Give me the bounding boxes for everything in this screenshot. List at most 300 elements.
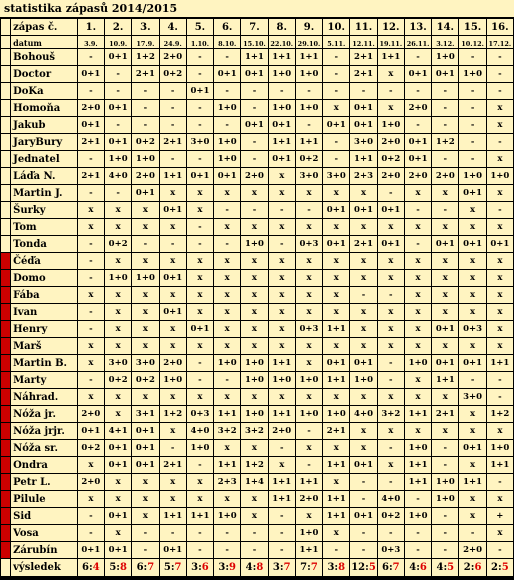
stat-cell: - <box>77 270 104 287</box>
stat-cell: - <box>459 525 486 542</box>
stat-cell: 1+0 <box>268 100 295 117</box>
stat-cell: x <box>186 304 213 321</box>
stat-cell: x <box>323 219 350 236</box>
stat-cell: 2+1 <box>432 406 459 423</box>
stat-cell: 4+0 <box>105 168 132 185</box>
stat-cell: - <box>432 508 459 525</box>
stat-cell: x <box>241 253 268 270</box>
stat-cell: x <box>241 270 268 287</box>
stat-cell: x <box>295 355 322 372</box>
stat-cell: 1+0 <box>268 66 295 83</box>
stat-cell: - <box>404 542 431 559</box>
result-score-home: 5 <box>163 562 171 573</box>
match-number-5: 5. <box>186 19 213 36</box>
player-name: Jednatel <box>11 151 78 168</box>
stat-cell: 1+1 <box>486 355 513 372</box>
player-row <box>1 321 514 338</box>
player-strip <box>1 338 11 355</box>
stat-cell: x <box>295 338 322 355</box>
stat-cell: - <box>241 151 268 168</box>
stat-cell: x <box>268 457 295 474</box>
player-row <box>1 151 514 168</box>
result-cell <box>323 559 350 577</box>
stat-cell: - <box>404 491 431 508</box>
stat-cell: x <box>105 304 132 321</box>
stat-cell: 0+1 <box>432 355 459 372</box>
player-row <box>1 440 514 457</box>
stat-cell: 1+0 <box>214 100 241 117</box>
stat-cell: 2+0 <box>295 491 322 508</box>
stat-cell: x <box>268 389 295 406</box>
stat-cell: x <box>432 389 459 406</box>
stat-cell: - <box>132 236 159 253</box>
stat-cell: x <box>186 253 213 270</box>
stat-cell: - <box>377 440 404 457</box>
player-row <box>1 304 514 321</box>
stat-cell: x <box>268 168 295 185</box>
player-row <box>1 491 514 508</box>
stat-cell: x <box>459 508 486 525</box>
stat-cell: - <box>186 355 213 372</box>
stat-cell: - <box>377 355 404 372</box>
stat-cell: x <box>241 508 268 525</box>
result-cell <box>377 559 404 577</box>
player-row <box>1 83 514 100</box>
stat-cell: 0+2 <box>377 508 404 525</box>
stat-cell: x <box>350 253 377 270</box>
stat-cell: - <box>432 440 459 457</box>
player-row <box>1 508 514 525</box>
stat-cell: 1+0 <box>459 66 486 83</box>
match-date-5: 1.10. <box>186 36 213 49</box>
result-score-away: 9 <box>229 562 237 573</box>
result-score-home: 3 <box>191 562 199 573</box>
stat-cell: - <box>186 117 213 134</box>
stat-cell: - <box>295 202 322 219</box>
stat-cell: x <box>241 338 268 355</box>
stats-table-body <box>1 19 514 577</box>
stat-cell: x <box>77 287 104 304</box>
player-name: Petr L. <box>11 474 78 491</box>
date-strip <box>1 36 11 49</box>
stat-cell: x <box>159 338 186 355</box>
stat-cell: - <box>350 474 377 491</box>
result-score-home: 4 <box>409 562 417 573</box>
stat-cell: - <box>377 83 404 100</box>
stat-cell: - <box>186 457 213 474</box>
result-score-away: 6 <box>474 562 482 573</box>
stat-cell: x <box>132 287 159 304</box>
stat-cell: x <box>132 389 159 406</box>
stat-cell: 0+1 <box>159 542 186 559</box>
result-separator: : <box>279 562 284 573</box>
stat-cell: x <box>105 491 132 508</box>
match-number-3: 3. <box>132 19 159 36</box>
result-score-home: 4 <box>436 562 444 573</box>
stat-cell: 0+1 <box>132 440 159 457</box>
stat-cell: 1+0 <box>241 355 268 372</box>
stat-cell: - <box>159 117 186 134</box>
stat-cell: 0+3 <box>377 542 404 559</box>
stat-cell: - <box>77 49 104 66</box>
stat-cell: x <box>214 491 241 508</box>
stat-cell: 0+1 <box>159 270 186 287</box>
result-label: výsledek <box>11 559 78 577</box>
stat-cell: 1+1 <box>377 49 404 66</box>
stat-cell: 0+1 <box>432 236 459 253</box>
stat-cell: - <box>186 236 213 253</box>
result-cell <box>105 559 132 577</box>
stat-cell: x <box>214 253 241 270</box>
result-score-away: 7 <box>147 562 155 573</box>
stat-cell: x <box>241 304 268 321</box>
player-name: Zárubín <box>11 542 78 559</box>
stat-cell: x <box>105 321 132 338</box>
stat-cell: x <box>186 202 213 219</box>
player-name: Bohouš <box>11 49 78 66</box>
stat-cell: x <box>486 117 513 134</box>
result-score-away: 5 <box>447 562 455 573</box>
stat-cell: 2+1 <box>323 423 350 440</box>
player-name: Domo <box>11 270 78 287</box>
stat-cell: 2+0 <box>77 100 104 117</box>
stat-cell: - <box>159 440 186 457</box>
stat-cell: 1+1 <box>268 491 295 508</box>
result-cell <box>295 559 322 577</box>
stat-cell: 0+1 <box>350 117 377 134</box>
result-separator: : <box>416 562 420 573</box>
match-number-8: 8. <box>268 19 295 36</box>
stat-cell: x <box>241 389 268 406</box>
result-score-home: 12 <box>351 562 366 573</box>
result-strip <box>1 559 11 577</box>
result-score-home: 6 <box>136 562 144 573</box>
stat-cell: 1+1 <box>295 474 322 491</box>
stat-cell: x <box>214 321 241 338</box>
stat-cell: x <box>295 219 322 236</box>
result-separator: : <box>225 562 230 573</box>
stat-cell: - <box>268 236 295 253</box>
stat-cell: 0+1 <box>159 202 186 219</box>
header-strip <box>1 19 11 36</box>
player-strip <box>1 321 11 338</box>
stat-cell: x <box>295 185 322 202</box>
player-strip <box>1 134 11 151</box>
stat-cell: 2+0 <box>377 168 404 185</box>
stat-cell: 0+1 <box>459 355 486 372</box>
player-strip <box>1 117 11 134</box>
stat-cell: 0+1 <box>241 117 268 134</box>
stat-cell: 1+1 <box>268 49 295 66</box>
player-strip <box>1 100 11 117</box>
stat-cell: 0+1 <box>186 168 213 185</box>
stat-cell: - <box>432 525 459 542</box>
player-row <box>1 219 514 236</box>
player-row <box>1 406 514 423</box>
stat-cell: - <box>323 151 350 168</box>
result-score-away: 6 <box>419 562 427 573</box>
stat-cell: - <box>77 236 104 253</box>
match-date-3: 17.9. <box>132 36 159 49</box>
stat-cell: - <box>159 83 186 100</box>
player-strip <box>1 66 11 83</box>
stat-cell: x <box>159 219 186 236</box>
stat-cell: x <box>323 304 350 321</box>
stat-cell: 1+1 <box>295 49 322 66</box>
stat-cell: 1+0 <box>105 270 132 287</box>
player-strip <box>1 287 11 304</box>
stat-cell: x <box>214 287 241 304</box>
stat-cell: - <box>323 66 350 83</box>
stat-cell: 0+1 <box>268 151 295 168</box>
stat-cell: x <box>377 219 404 236</box>
stat-cell: 0+1 <box>77 117 104 134</box>
player-name: Henry <box>11 321 78 338</box>
stat-cell: - <box>241 134 268 151</box>
stat-cell: 1+1 <box>323 491 350 508</box>
stat-cell: x <box>132 508 159 525</box>
stat-cell: - <box>486 372 513 389</box>
stat-cell: x <box>350 185 377 202</box>
result-cell <box>186 559 213 577</box>
stat-cell: 2+0 <box>404 168 431 185</box>
stat-cell: - <box>214 117 241 134</box>
stat-cell: 0+1 <box>323 355 350 372</box>
stat-cell: x <box>432 304 459 321</box>
result-score-away: 7 <box>392 562 400 573</box>
stat-cell: 0+1 <box>459 185 486 202</box>
stat-cell: - <box>268 83 295 100</box>
stat-cell: - <box>459 151 486 168</box>
stat-cell: 2+0 <box>159 355 186 372</box>
player-strip <box>1 406 11 423</box>
stat-cell: x <box>377 100 404 117</box>
stat-cell: 3+2 <box>377 406 404 423</box>
stat-cell: 0+1 <box>268 117 295 134</box>
stat-cell: 1+0 <box>323 406 350 423</box>
stat-cell: 1+0 <box>105 151 132 168</box>
stat-cell: x <box>214 219 241 236</box>
stat-cell: x <box>268 304 295 321</box>
match-date-6: 8.10. <box>214 36 241 49</box>
stat-cell: - <box>295 83 322 100</box>
stat-cell: 2+0 <box>132 168 159 185</box>
result-score-away: 8 <box>119 562 127 573</box>
stat-cell: 0+1 <box>132 423 159 440</box>
result-score-home: 5 <box>109 562 117 573</box>
stat-cell: x <box>268 185 295 202</box>
stat-cell: x <box>404 304 431 321</box>
stat-cell: 2+0 <box>404 100 431 117</box>
stat-cell: 1+0 <box>295 406 322 423</box>
stat-cell: x <box>377 253 404 270</box>
stat-cell: x <box>241 440 268 457</box>
stat-cell: + <box>486 508 513 525</box>
stat-cell: x <box>186 338 213 355</box>
stat-cell: 1+0 <box>486 440 513 457</box>
result-cell <box>132 559 159 577</box>
stat-cell: 2+1 <box>159 134 186 151</box>
stat-cell: x <box>486 423 513 440</box>
stat-cell: 2+0 <box>432 168 459 185</box>
stat-cell: 2+0 <box>241 168 268 185</box>
player-row <box>1 202 514 219</box>
stat-cell: x <box>186 474 213 491</box>
stat-cell: 0+1 <box>186 83 213 100</box>
stat-cell: x <box>159 491 186 508</box>
result-separator: : <box>143 562 148 573</box>
stat-cell: 0+1 <box>350 355 377 372</box>
player-name: Tonda <box>11 236 78 253</box>
stat-cell: 0+1 <box>105 440 132 457</box>
stat-cell: x <box>241 321 268 338</box>
stat-cell: - <box>404 525 431 542</box>
stat-cell: 0+1 <box>459 236 486 253</box>
stat-cell: - <box>404 83 431 100</box>
stat-cell: 1+1 <box>268 134 295 151</box>
stat-cell: 0+2 <box>105 372 132 389</box>
stat-cell: 1+1 <box>404 474 431 491</box>
stat-cell: 1+0 <box>295 100 322 117</box>
player-name: Marš <box>11 338 78 355</box>
player-row <box>1 134 514 151</box>
stat-cell: x <box>323 474 350 491</box>
stat-cell: x <box>186 491 213 508</box>
stat-cell: x <box>214 389 241 406</box>
match-number-11: 11. <box>350 19 377 36</box>
stat-cell: x <box>186 287 213 304</box>
stat-cell: 1+1 <box>432 372 459 389</box>
stat-cell: 0+1 <box>105 508 132 525</box>
player-strip <box>1 219 11 236</box>
stat-cell: - <box>132 542 159 559</box>
stat-cell: - <box>186 66 213 83</box>
stat-cell: 1+0 <box>295 66 322 83</box>
stat-cell: x <box>323 389 350 406</box>
match-number-7: 7. <box>241 19 268 36</box>
stat-cell: - <box>486 66 513 83</box>
stat-cell: x <box>459 338 486 355</box>
stat-cell: x <box>404 321 431 338</box>
player-row <box>1 542 514 559</box>
stat-cell: 1+1 <box>323 457 350 474</box>
stat-cell: x <box>404 219 431 236</box>
stat-cell: - <box>432 117 459 134</box>
player-row <box>1 117 514 134</box>
stat-cell: x <box>486 525 513 542</box>
player-name: Tom <box>11 219 78 236</box>
stat-cell: - <box>404 117 431 134</box>
player-strip <box>1 372 11 389</box>
stat-cell: x <box>432 185 459 202</box>
stat-cell: 4+0 <box>377 491 404 508</box>
stat-cell: 3+2 <box>214 423 241 440</box>
stat-cell: 1+1 <box>350 151 377 168</box>
stat-cell: 0+1 <box>214 66 241 83</box>
stat-cell: x <box>323 253 350 270</box>
stat-cell: 1+0 <box>214 151 241 168</box>
result-separator: : <box>89 562 93 573</box>
player-name: Náhrad. <box>11 389 78 406</box>
player-row <box>1 168 514 185</box>
stat-cell: 1+0 <box>132 151 159 168</box>
player-name: Jakub <box>11 117 78 134</box>
stat-cell: - <box>241 100 268 117</box>
stat-cell: x <box>132 321 159 338</box>
stat-cell: x <box>105 202 132 219</box>
stat-cell: 1+1 <box>404 457 431 474</box>
player-strip <box>1 304 11 321</box>
stat-cell: - <box>486 474 513 491</box>
stat-cell: x <box>486 304 513 321</box>
stat-cell: 0+1 <box>404 66 431 83</box>
stat-cell: x <box>377 321 404 338</box>
stat-cell: x <box>459 253 486 270</box>
player-row <box>1 355 514 372</box>
result-cell <box>77 559 104 577</box>
stat-cell: 1+0 <box>377 117 404 134</box>
stat-cell: 0+2 <box>159 66 186 83</box>
stat-cell: - <box>295 423 322 440</box>
player-strip <box>1 355 11 372</box>
stat-cell: 1+1 <box>214 406 241 423</box>
result-separator: : <box>307 562 311 573</box>
stat-cell: - <box>214 83 241 100</box>
stat-cell: 0+1 <box>459 440 486 457</box>
stat-cell: 2+1 <box>350 236 377 253</box>
stat-cell: 0+2 <box>105 236 132 253</box>
stat-cell: 1+0 <box>486 168 513 185</box>
stat-cell: - <box>432 151 459 168</box>
result-score-away: 8 <box>256 562 264 573</box>
stat-cell: x <box>350 270 377 287</box>
player-row <box>1 253 514 270</box>
player-name: DoKa <box>11 83 78 100</box>
stat-cell: 1+4 <box>241 474 268 491</box>
result-score-away: 6 <box>201 562 209 573</box>
date-row <box>1 36 514 49</box>
player-name: Ivan <box>11 304 78 321</box>
stat-cell: x <box>214 440 241 457</box>
stat-cell: 1+1 <box>459 474 486 491</box>
stat-cell: 0+1 <box>105 542 132 559</box>
stat-cell: x <box>486 219 513 236</box>
stat-cell: 1+1 <box>404 406 431 423</box>
stat-cell: - <box>132 117 159 134</box>
stat-cell: 1+0 <box>214 355 241 372</box>
match-date-12: 19.11. <box>377 36 404 49</box>
stat-cell: 1+1 <box>323 372 350 389</box>
stat-cell: x <box>77 219 104 236</box>
player-strip <box>1 508 11 525</box>
stat-cell: 1+1 <box>159 168 186 185</box>
stat-cell: - <box>459 372 486 389</box>
stat-cell: 2+1 <box>350 49 377 66</box>
stat-cell: - <box>241 202 268 219</box>
stat-cell: - <box>486 542 513 559</box>
result-row <box>1 559 514 577</box>
stat-cell: 0+1 <box>132 457 159 474</box>
stat-cell: x <box>404 338 431 355</box>
stat-cell: - <box>432 542 459 559</box>
stat-cell: - <box>214 542 241 559</box>
player-name: Nóža sr. <box>11 440 78 457</box>
stat-cell: - <box>186 525 213 542</box>
header-row <box>1 19 514 36</box>
stat-cell: x <box>214 304 241 321</box>
stat-cell: x <box>77 491 104 508</box>
stat-cell: x <box>295 253 322 270</box>
